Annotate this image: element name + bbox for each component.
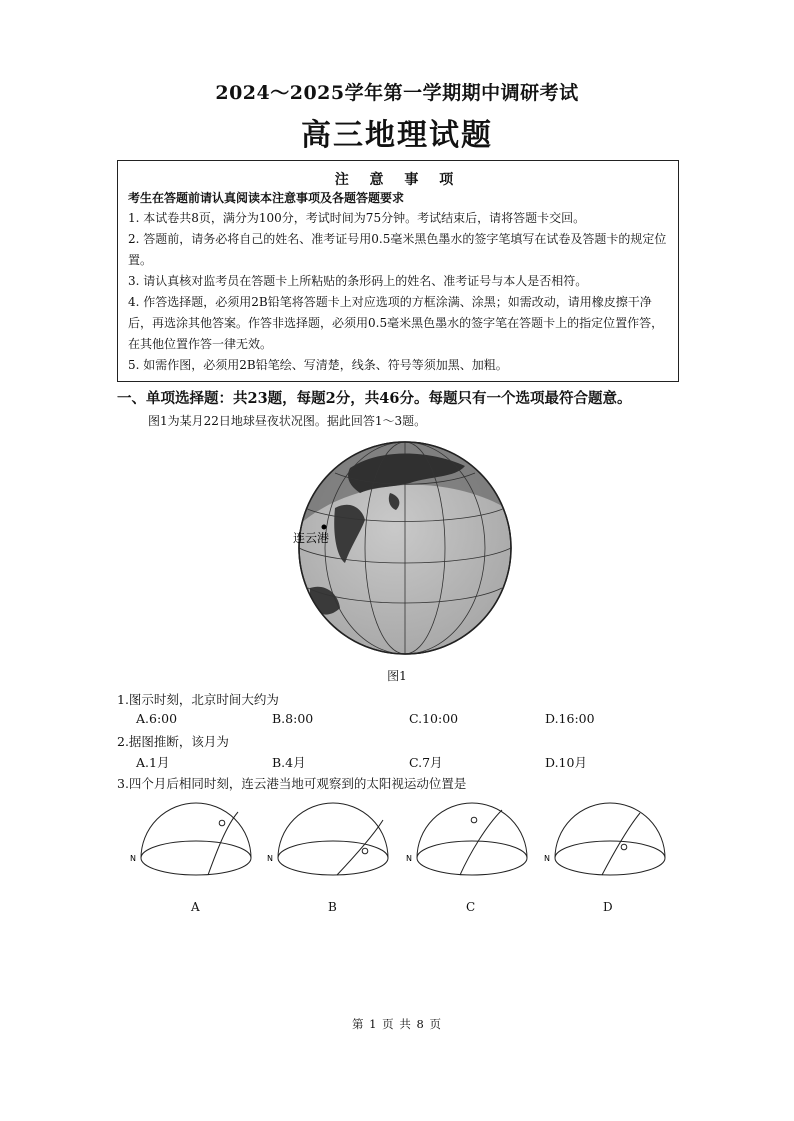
question-2-option-d[interactable]: D.10月 — [545, 755, 587, 770]
sun-path-dome-c[interactable] — [404, 798, 529, 893]
lianyungang-marker — [322, 525, 327, 530]
section-intro: 图1为某月22日地球昼夜状况图。据此回答1～3题。 — [148, 414, 427, 428]
subject-title: 高三地理试题 — [301, 118, 493, 153]
notice-item-4: 4. 作答选择题，必须用2B铅笔将答题卡上对应选项的方框涂满、涂黑；如需改动，请用橡皮擦干净后，再选涂其他答案。作答非选择题，必须用0.5毫米黑色墨水的签字笔在答题卡上的指定位置作答，在其他位置作答一律无效。 — [128, 295, 664, 351]
option-d-label: D — [603, 900, 613, 914]
sun-path-dome-b[interactable] — [265, 798, 390, 893]
question-1-option-c[interactable]: C.10:00 — [409, 711, 459, 726]
question-2-stem: 2.据图推断，该月为 — [117, 734, 229, 749]
exam-title: 2024～2025学年第一学期期中调研考试 — [215, 82, 579, 104]
question-2-option-a[interactable]: A.1月 — [136, 755, 170, 770]
option-c-label: C — [466, 900, 476, 914]
sun-icon — [362, 848, 368, 854]
globe-figure — [290, 438, 520, 658]
sun-icon — [219, 820, 225, 826]
section-heading: 一、单项选择题：共23题，每题2分，共46分。每题只有一个选项最符合题意。 — [117, 390, 632, 407]
page-footer: 第 1 页 共 8 页 — [352, 1017, 442, 1031]
notice-item-5: 5. 如需作图，必须用2B铅笔绘、写清楚，线条、符号等须加黑、加粗。 — [128, 358, 508, 372]
notice-item-3: 3. 请认真核对监考员在答题卡上所粘贴的条形码上的姓名、准考证号与本人是否相符。 — [128, 274, 588, 288]
question-1-stem: 1.图示时刻，北京时间大约为 — [117, 692, 279, 707]
north-label: N — [130, 854, 136, 863]
north-label: N — [267, 854, 273, 863]
question-1-option-b[interactable]: B.8:00 — [272, 711, 314, 726]
question-2-option-b[interactable]: B.4月 — [272, 755, 306, 770]
sun-path-dome-a[interactable] — [128, 798, 253, 893]
north-label: N — [406, 854, 412, 863]
sun-icon — [621, 844, 627, 850]
notice-item-2: 2. 答题前，请务必将自己的姓名、准考证号用0.5毫米黑色墨水的签字笔填写在试卷及答题卡的规定位置。 — [128, 232, 667, 267]
figure-caption: 图1 — [387, 669, 407, 683]
notice-box — [117, 160, 679, 382]
sun-path-dome-d[interactable] — [542, 798, 667, 893]
question-1-option-d[interactable]: D.16:00 — [545, 711, 595, 726]
option-a-label: A — [191, 900, 200, 914]
question-3-stem: 3.四个月后相同时刻，连云港当地可观察到的太阳视运动位置是 — [117, 776, 467, 791]
city-label-lianyungang: 连云港 — [293, 531, 330, 545]
notice-heading: 注 意 事 项 — [334, 172, 462, 188]
notice-intro: 考生在答题前请认真阅读本注意事项及各题答题要求 — [128, 191, 405, 205]
notice-item-1: 1. 本试卷共8页，满分为100分，考试时间为75分钟。考试结束后，请将答题卡交回。 — [128, 211, 586, 225]
question-1-option-a[interactable]: A.6:00 — [136, 711, 178, 726]
sun-icon — [471, 817, 477, 823]
north-label: N — [544, 854, 550, 863]
option-b-label: B — [328, 900, 337, 914]
question-2-option-c[interactable]: C.7月 — [409, 755, 443, 770]
